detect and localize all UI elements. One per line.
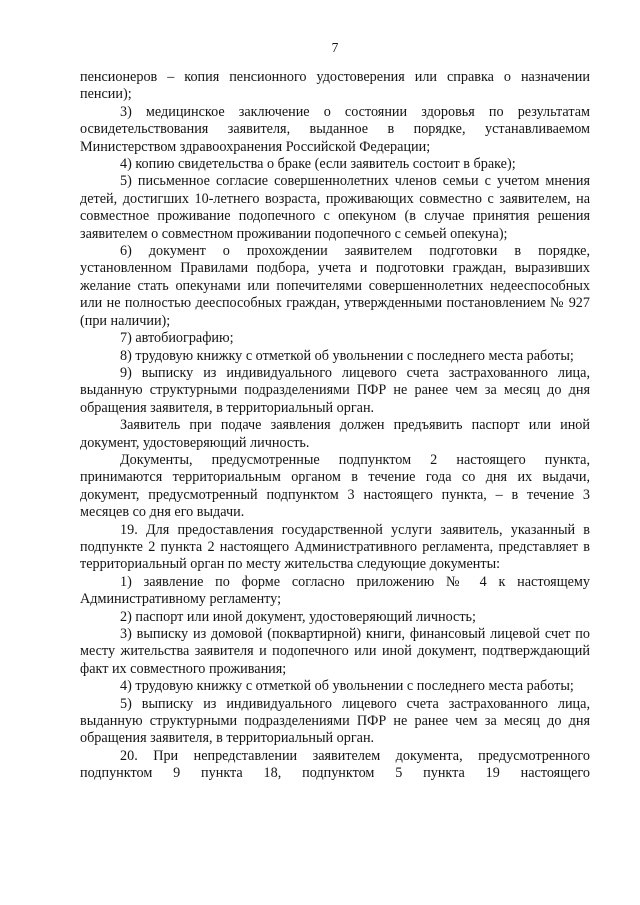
page-number: 7: [331, 40, 339, 55]
paragraph-8: 9) выписку из индивидуального лицевого счета застрахованного лица, выданную структурными подразделениями ПФР не ранее чем за месяц до дня обращения заявителя, в территориальный орган.: [80, 364, 590, 416]
document-body: [80, 69, 590, 783]
paragraph-7: 8) трудовую книжку с отметкой об увольнении с последнего места работы;: [120, 347, 574, 364]
paragraph-15: 4) трудовую книжку с отметкой об увольнении с последнего места работы;: [120, 678, 574, 695]
paragraph-14: 3) выписку из домовой (поквартирной) книги, финансовый лицевой счет по месту жительства заявителя и подопечного или иной документ, подтверждающий факт их совместного проживания;: [80, 626, 590, 677]
paragraph-5: 6) документ о прохождении заявителем подготовки в порядке, установленном Правилами подбора, учета и подготовки граждан, выразивших желание стать опекунами или попечителями совершеннолетних недееспособных или не полностью дееспособных граждан, утвержденными постановлением № 927 (при наличии);: [80, 243, 590, 329]
paragraph-11: 19. Для предоставления государственной услуги заявитель, указанный в подпункте 2 пункта 2 настоящего Административного регламента, представляет в территориальный орган по месту жительства следующие документы:: [80, 521, 590, 573]
paragraph-3: 4) копию свидетельства о браке (если заявитель состоит в браке);: [120, 156, 516, 173]
paragraph-1: пенсионеров – копия пенсионного удостоверения или справка о назначении пенсии);: [80, 69, 590, 103]
paragraph-17: 20. При непредставлении заявителем документа, предусмотренного подпунктом 9 пункта 18, подпунктом 5 пункта 19 настоящего: [80, 747, 590, 782]
paragraph-9: Заявитель при подаче заявления должен предъявить паспорт или иной документ, удостоверяющий личность.: [80, 417, 590, 451]
paragraph-13: 2) паспорт или иной документ, удостоверяющий личность;: [120, 608, 476, 625]
paragraph-4: 5) письменное согласие совершеннолетних членов семьи с учетом мнения детей, достигших 10-летнего возраста, проживающих совместно с заявителем, на совместное проживание подопечного с опекуном (в случае принятия решения заявителем о совместном проживании подопечного с семьей опекуна);: [80, 173, 590, 242]
paragraph-6: 7) автобиографию;: [120, 330, 234, 347]
paragraph-12: 1) заявление по форме согласно приложению № 4 к настоящему Административному регламенту;: [80, 573, 590, 608]
paragraph-2: 3) медицинское заключение о состоянии здоровья по результатам освидетельствования заявителя, выданное в порядке, устанавливаемом Министерством здравоохранения Российской Федерации;: [80, 103, 590, 155]
paragraph-16: 5) выписку из индивидуального лицевого счета застрахованного лица, выданную структурными подразделениями ПФР не ранее чем за месяц до дня обращения заявителя, в территориальный орган.: [80, 695, 590, 747]
paragraph-10: Документы, предусмотренные подпунктом 2 настоящего пункта, принимаются территориальным органом в течение года со дня их выдачи, документ, предусмотренный подпунктом 3 настоящего пункта, – в течение 3 месяцев со дня его выдачи.: [80, 451, 590, 521]
